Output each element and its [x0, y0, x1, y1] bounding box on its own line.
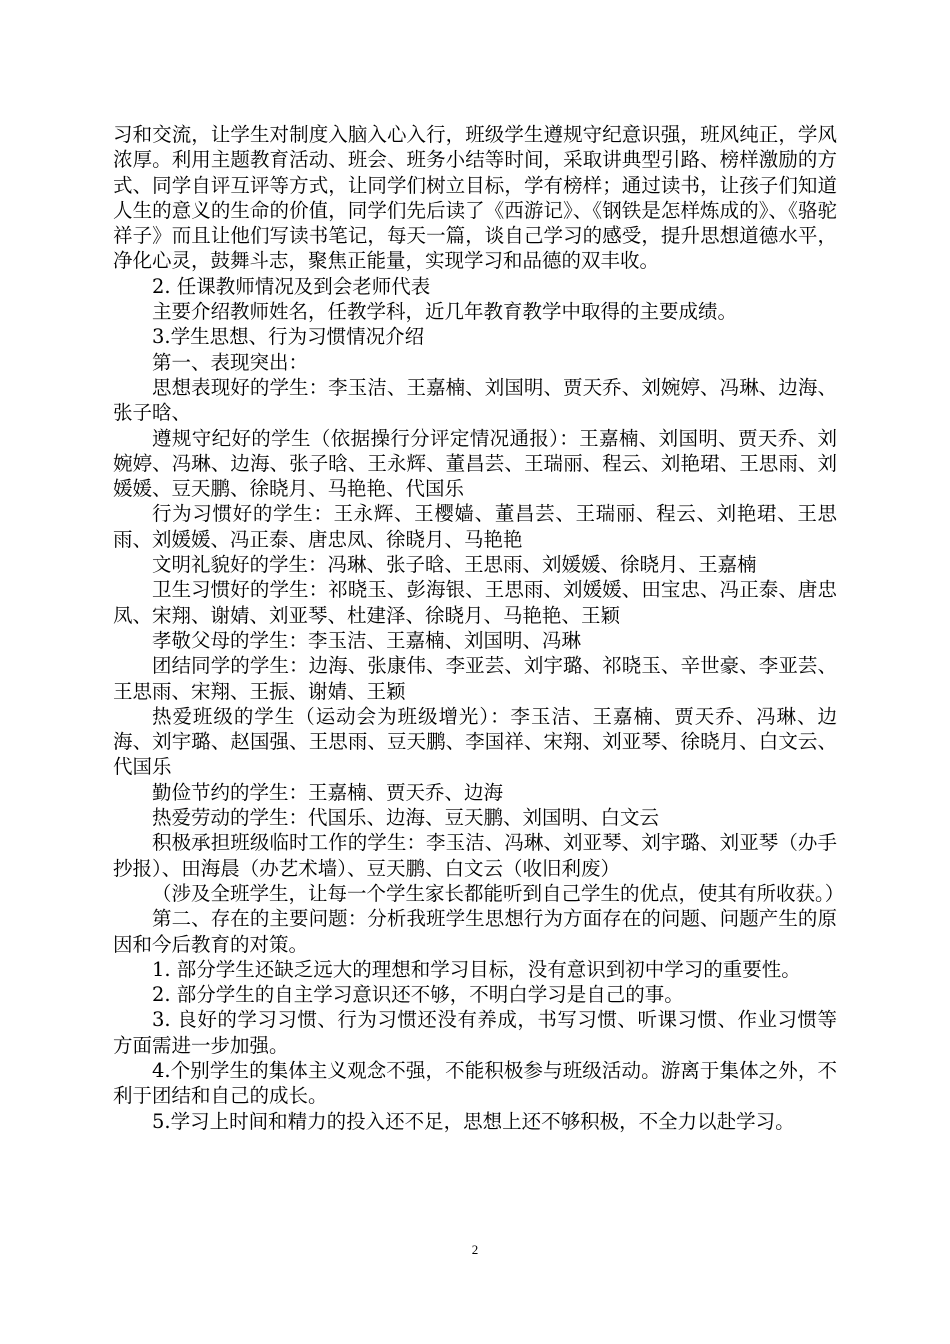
paragraph: 2. 任课教师情况及到会老师代表	[152, 274, 431, 298]
paragraph: 1. 部分学生还缺乏远大的理想和学习目标，没有意识到初中学习的重要性。	[152, 957, 801, 981]
page-number: 2	[471, 1242, 479, 1257]
paragraph: 热爱班级的学生（运动会为班级增光）：李玉洁、王嘉楠、贾天乔、冯琳、边海、刘宇璐、赵国强、王思雨、豆天鹏、李国祥、宋翔、刘亚琴、徐晓月、白文云、代国乐	[113, 704, 837, 779]
paragraph: 习和交流，让学生对制度入脑入心入行，班级学生遵规守纪意识强，班风纯正，学风浓厚。利用主题教育活动、班会、班务小结等时间，采取讲典型引路、榜样激励的方式、同学自评互评等方式，让同学们树立目标，学有榜样；通过读书，让孩子们知道人生的意义的生命的价值，同学们先后读了《西游记》、《钢铁是怎样炼成的》、《骆驼祥子》而且让他们写读书笔记，每天一篇，谈自己学习的感受，提升思想道德水平，净化心灵，鼓舞斗志，聚焦正能量，实现学习和品德的双丰收。	[113, 123, 837, 273]
paragraph: 卫生习惯好的学生：祁晓玉、彭海银、王思雨、刘媛媛、田宝忠、冯正泰、唐忠凤、宋翔、谢婧、刘亚琴、杜建泽、徐晓月、马艳艳、王颖	[113, 578, 837, 627]
paragraph: 2. 部分学生的自主学习意识还不够，不明白学习是自己的事。	[152, 983, 684, 1007]
paragraph: 第一、表现突出：	[152, 350, 309, 374]
paragraph: 孝敬父母的学生：李玉洁、王嘉楠、刘国明、冯琳	[152, 628, 582, 652]
paragraph: 5.学习上时间和精力的投入还不足，思想上还不够积极，不全力以赴学习。	[152, 1109, 795, 1133]
paragraph: 思想表现好的学生：李玉洁、王嘉楠、刘国明、贾天乔、刘婉婷、冯琳、边海、张子晗、	[113, 375, 837, 425]
document-body	[113, 122, 845, 1134]
paragraph: 第二、存在的主要问题：分析我班学生思想行为方面存在的问题、问题产生的原因和今后教育的对策。	[113, 907, 837, 956]
paragraph: 3.学生思想、行为习惯情况介绍	[152, 325, 425, 349]
paragraph: （涉及全班学生，让每一个学生家长都能听到自己学生的优点，使其有所收获。）	[152, 881, 845, 905]
paragraph: 团结同学的学生：边海、张康伟、李亚芸、刘宇璐、祁晓玉、辛世豪、李亚芸、王思雨、宋翔、王振、谢婧、王颖	[113, 654, 837, 703]
paragraph: 主要介绍教师姓名，任教学科，近几年教育教学中取得的主要成绩。	[152, 300, 738, 324]
paragraph: 热爱劳动的学生：代国乐、边海、豆天鹏、刘国明、白文云	[152, 806, 660, 830]
paragraph: 勤俭节约的学生：王嘉楠、贾天乔、边海	[152, 780, 504, 804]
paragraph: 4.个别学生的集体主义观念不强，不能积极参与班级活动。游离于集体之外，不利于团结和自己的成长。	[113, 1058, 837, 1108]
paragraph: 积极承担班级临时工作的学生：李玉洁、冯琳、刘亚琴、刘宇璐、刘亚琴（办手抄报）、田海晨（办艺术墙）、豆天鹏、白文云（收旧利废）	[113, 831, 837, 880]
paragraph: 行为习惯好的学生：王永辉、王樱嫱、董昌芸、王瑞丽、程云、刘艳珺、王思雨、刘媛媛、冯正泰、唐忠凤、徐晓月、马艳艳	[113, 502, 837, 551]
paragraph: 文明礼貌好的学生：冯琳、张子晗、王思雨、刘媛媛、徐晓月、王嘉楠	[152, 553, 757, 577]
paragraph: 遵规守纪好的学生（依据操行分评定情况通报）：王嘉楠、刘国明、贾天乔、刘婉婷、冯琳、边海、张子晗、王永辉、董昌芸、王瑞丽、程云、刘艳珺、王思雨、刘媛媛、豆天鹏、徐晓月、马艳艳、代国乐	[113, 426, 837, 501]
paragraph: 3. 良好的学习习惯、行为习惯还没有养成，书写习惯、听课习惯、作业习惯等方面需进一步加强。	[113, 1008, 837, 1057]
